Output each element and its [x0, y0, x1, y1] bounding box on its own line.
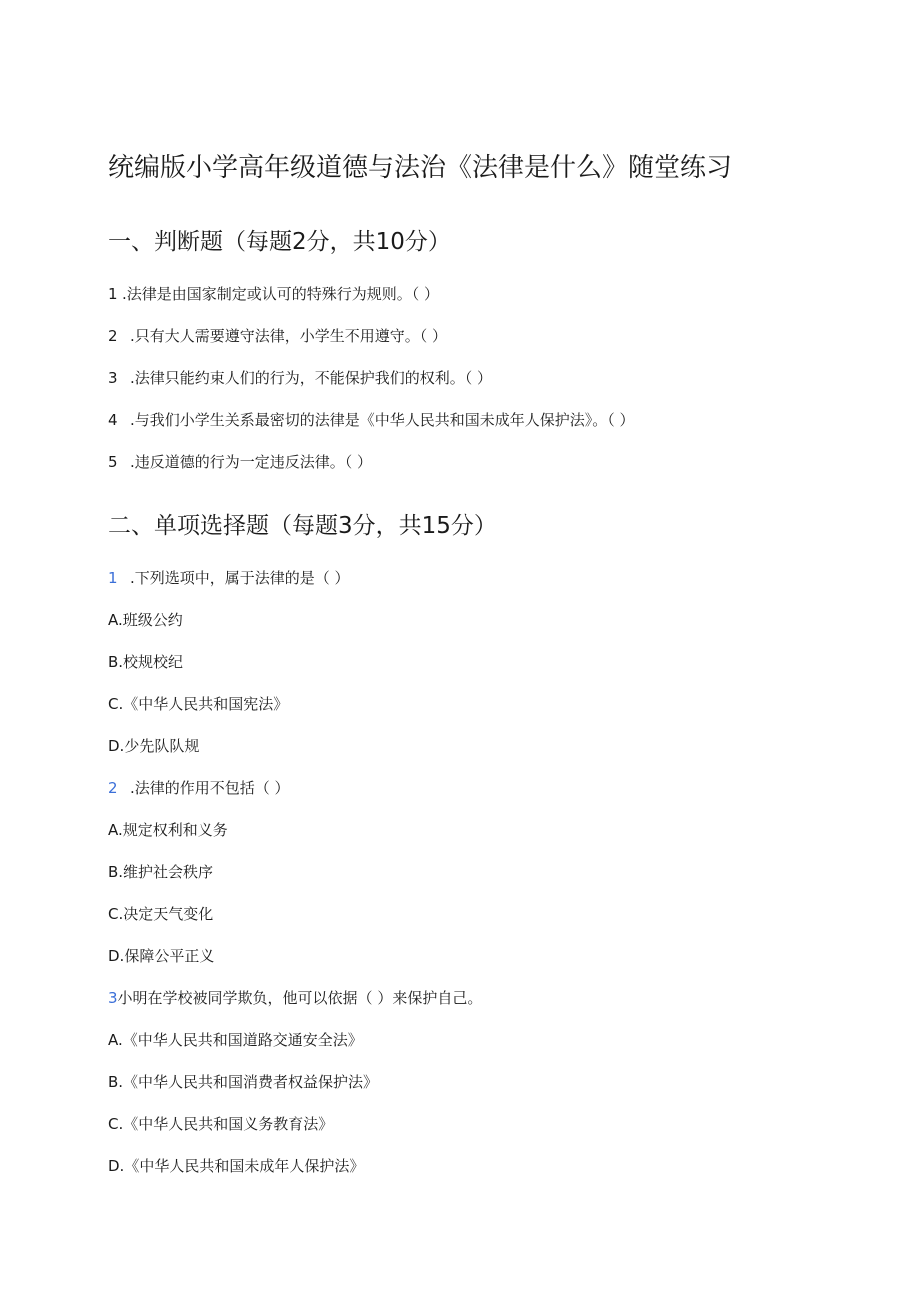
item-text: .法律是由国家制定或认可的特殊行为规则。（ ） — [122, 285, 440, 303]
item-number: 5 — [108, 453, 118, 471]
question-stem — [108, 777, 290, 799]
option-b: B.维护社会秩序 — [108, 863, 214, 881]
true-false-item — [108, 451, 372, 473]
item-text: .与我们小学生关系最密切的法律是《中华人民共和国未成年人保护法》。（ ） — [130, 411, 635, 429]
option-c: C.决定天气变化 — [108, 905, 214, 923]
option-a: A.规定权利和义务 — [108, 821, 228, 839]
document-title: 统编版小学高年级道德与法治《法律是什么》随堂练习 — [108, 153, 733, 183]
option-d: D.少先队队规 — [108, 737, 200, 755]
item-number: 1 — [108, 285, 118, 303]
item-text: .法律只能约束人们的行为，不能保护我们的权利。（ ） — [130, 369, 493, 387]
question-text: .下列选项中，属于法律的是（ ） — [130, 569, 350, 587]
item-text: .违反道德的行为一定违反法律。（ ） — [130, 453, 373, 471]
option-b: B.《中华人民共和国消费者权益保护法》 — [108, 1073, 379, 1091]
option-c: C.《中华人民共和国义务教育法》 — [108, 1115, 334, 1133]
item-number: 2 — [108, 327, 118, 345]
option-a: A.《中华人民共和国道路交通安全法》 — [108, 1031, 363, 1049]
question-number: 1 — [108, 569, 118, 587]
question-stem — [108, 567, 350, 589]
question-number: 3 — [108, 989, 118, 1007]
option-d: D.《中华人民共和国未成年人保护法》 — [108, 1157, 365, 1175]
option-b: B.校规校纪 — [108, 653, 184, 671]
question-text: .法律的作用不包括（ ） — [130, 779, 290, 797]
question-text: 小明在学校被同学欺负，他可以依据（ ）来保护自己。 — [117, 989, 483, 1007]
true-false-item — [108, 409, 635, 431]
section-heading-multiple-choice: 二、单项选择题（每题3分，共15分） — [108, 513, 497, 539]
option-d: D.保障公平正义 — [108, 947, 215, 965]
item-number: 3 — [108, 369, 118, 387]
true-false-item — [108, 283, 439, 305]
option-c: C.《中华人民共和国宪法》 — [108, 695, 289, 713]
section-heading-true-false: 一、判断题（每题2分，共10分） — [108, 229, 451, 255]
item-text: .只有大人需要遵守法律，小学生不用遵守。（ ） — [130, 327, 448, 345]
question-stem — [108, 987, 482, 1009]
item-number: 4 — [108, 411, 118, 429]
true-false-item — [108, 367, 492, 389]
true-false-item — [108, 325, 447, 347]
option-a: A.班级公约 — [108, 611, 183, 629]
question-number: 2 — [108, 779, 118, 797]
